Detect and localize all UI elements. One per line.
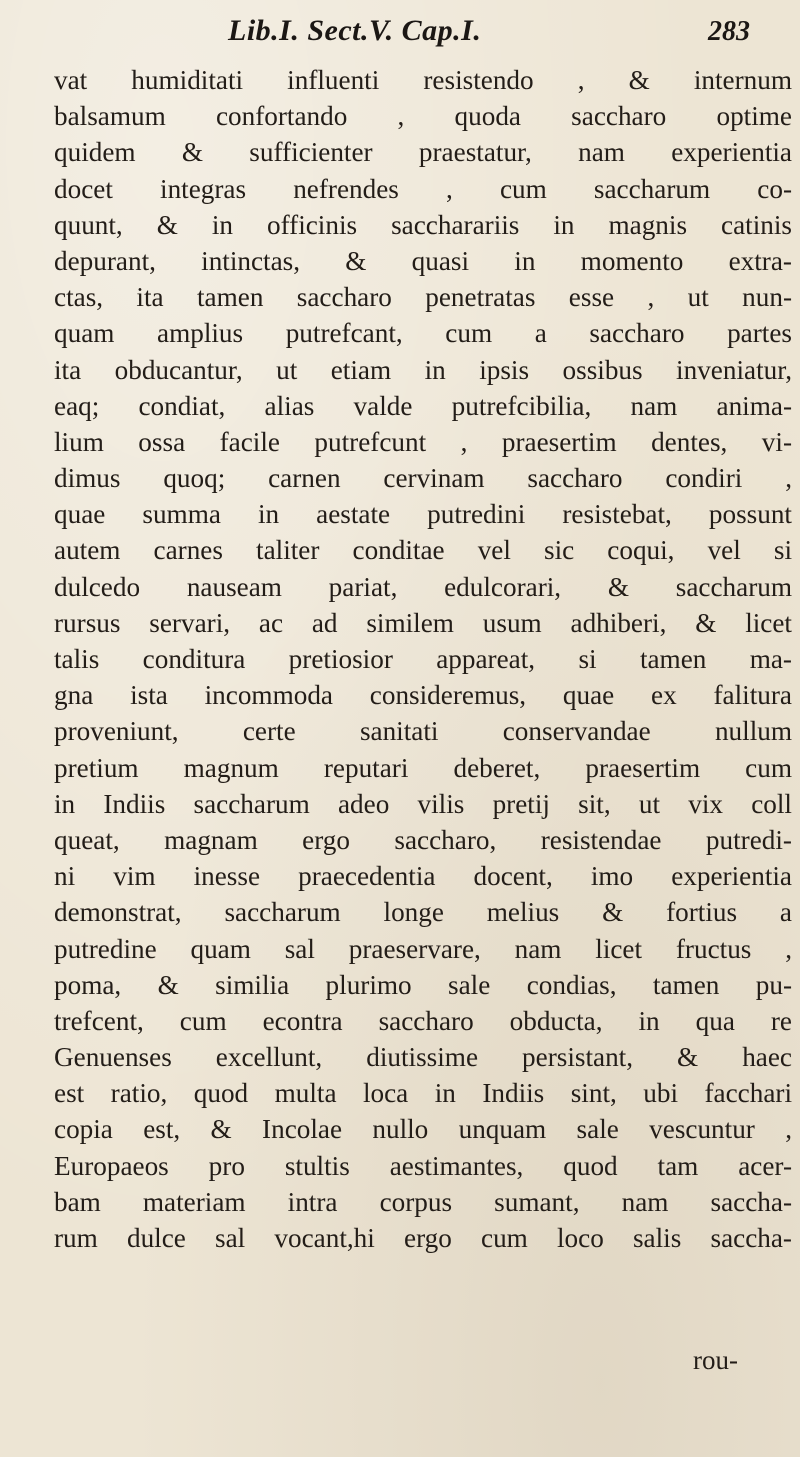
text-line: ni vim inesse praecedentia docent, imo experientia [54,861,792,892]
text-line: lium ossa facile putrefcunt , praesertim dentes, vi- [54,426,792,457]
text-line: copia est, & Incolae nullo unquam sale vescuntur , [54,1114,792,1145]
text-line: quunt, & in officinis saccharariis in magnis catinis [54,209,792,240]
text-line: vat humiditati influenti resistendo , & internum [54,65,792,95]
text-line: dimus quoq; carnen cervinam saccharo condiri , [54,463,792,494]
text-line: Europaeos pro stultis aestimantes, quod tam acer- [54,1150,792,1181]
text-line: rursus servari, ac ad similem usum adhiberi, & licet [54,607,792,638]
text-line: depurant, intinctas, & quasi in momento extra- [54,245,792,276]
text-line: Genuenses excellunt, diutissime persistant, & haec [54,1042,792,1073]
text-line: ctas, ita tamen saccharo penetratas esse , ut nun- [54,282,792,313]
page-header [0,14,800,54]
text-line: ita obducantur, ut etiam in ipsis ossibus inveniatur, [54,354,792,385]
text-line: demonstrat, saccharum longe melius & fortius a [54,897,792,928]
text-line: rum dulce sal vocant,hi ergo cum loco salis saccha- [54,1223,792,1253]
text-line: quidem & sufficienter praestatur, nam experientia [54,137,792,168]
text-line: pretium magnum reputari deberet, praesertim cum [54,752,792,783]
text-line: putredine quam sal praeservare, nam licet fructus , [54,933,792,964]
text-line: docet integras nefrendes , cum saccharum co- [54,173,792,204]
text-line: quae summa in aestate putredini resistebat, possunt [54,499,792,530]
text-line: bam materiam intra corpus sumant, nam saccha- [54,1186,792,1217]
text-line: quam amplius putrefcant, cum a saccharo partes [54,318,792,349]
text-line: est ratio, quod multa loca in Indiis sint, ubi facchari [54,1078,792,1109]
text-line: dulcedo nauseam pariat, edulcorari, & saccharum [54,571,792,602]
catchword: rou- [693,1345,738,1375]
running-head: Lib.I. Sect.V. Cap.I. [228,14,482,47]
text-line: eaq; condiat, alias valde putrefcibilia, nam anima- [54,390,792,421]
text-line: autem carnes taliter conditae vel sic coqui, vel si [54,535,792,566]
text-line: proveniunt, certe sanitati conservandae nullum [54,716,792,747]
text-line: in Indiis saccharum adeo vilis pretij sit, ut vix coll [54,788,792,819]
body-text [54,62,792,1256]
text-line: talis conditura pretiosior appareat, si tamen ma- [54,644,792,674]
text-line: balsamum confortando , quoda saccharo optime [54,101,792,132]
text-line: trefcent, cum econtra saccharo obducta, in qua re [54,1005,792,1036]
text-line: queat, magnam ergo saccharo, resistendae putredi- [54,824,792,855]
page-number: 283 [708,16,750,47]
text-line: gna ista incommoda consideremus, quae ex falitura [54,680,792,711]
text-line: poma, & similia plurimo sale condias, tamen pu- [54,969,792,1000]
